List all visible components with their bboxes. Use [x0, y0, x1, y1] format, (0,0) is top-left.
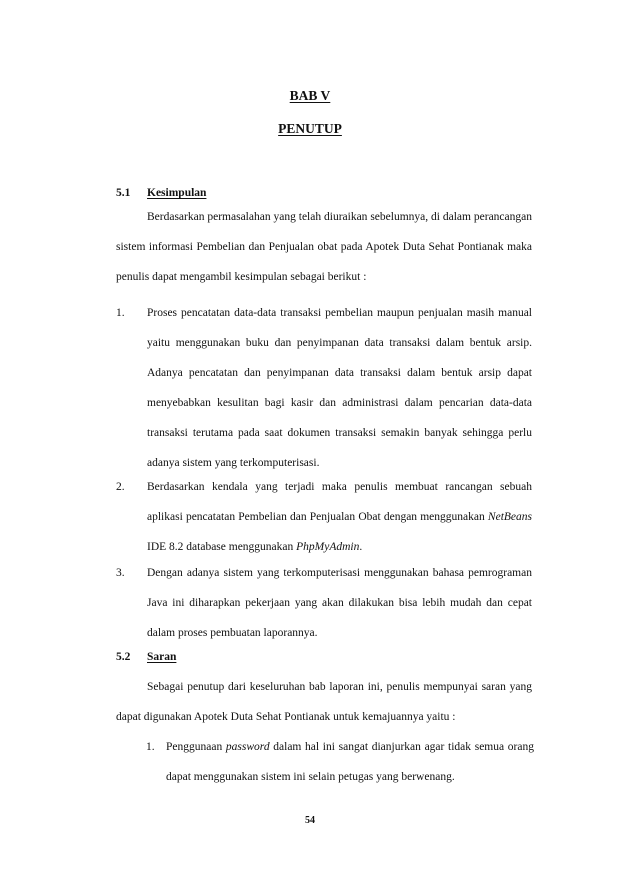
- list-item-text: Dengan adanya sistem yang terkomputerisasi menggunakan bahasa pemrograman Java ini diharapkan pekerjaan yang akan dilakukan bisa lebih mudah dan cepat dalam proses pembuatan laporannya.: [147, 567, 532, 639]
- text-segment: Penggunaan: [166, 741, 226, 753]
- text-segment: IDE 8.2 database menggunakan: [147, 541, 297, 553]
- kesimpulan-item-3: [116, 558, 532, 648]
- list-item-text: [166, 732, 534, 792]
- kesimpulan-item-2: [116, 472, 532, 562]
- list-item-text: [147, 472, 532, 562]
- list-number: 1.: [146, 741, 155, 753]
- chapter-label: BAB V: [289, 88, 331, 103]
- list-number: 3.: [116, 567, 125, 579]
- section-number: 5.2: [116, 651, 131, 663]
- kesimpulan-item-1: [116, 298, 532, 478]
- italic-term-phpmyadmin: PhpMyAdmin: [296, 541, 360, 553]
- saran-intro-paragraph: Sebagai penutup dari keseluruhan bab laporan ini, penulis mempunyai saran yang dapat digunakan Apotek Duta Sehat Pontianak untuk kemajuannya yaitu :: [116, 681, 532, 723]
- chapter-title: PENUTUP: [278, 121, 342, 136]
- section-title: Saran: [147, 651, 177, 663]
- list-item-text: Proses pencatatan data-data transaksi pembelian maupun penjualan masih manual yaitu menggunakan buku dan penyimpanan data transaksi dalam bentuk arsip. Adanya pencatatan dan penyimpanan data transaksi dalam bentuk arsip dapat menyebabkan kesulitan bagi kasir dan administrasi dalam pencarian data-data transaksi terutama pada saat dokumen transaksi semakin banyak sehingga perlu adanya sistem yang terkomputerisasi.: [147, 307, 532, 469]
- list-number: 2.: [116, 481, 125, 493]
- section-heading-saran: [116, 651, 176, 663]
- section-heading-kesimpulan: [116, 187, 206, 199]
- text-segment: dalam hal ini sangat dianjurkan agar tidak semua orang dapat menggunakan sistem ini selain petugas yang berwenang.: [166, 741, 534, 783]
- section-title: Kesimpulan: [147, 187, 207, 199]
- italic-term-password: password: [225, 741, 270, 753]
- page-number: 54: [305, 815, 315, 826]
- text-segment: Berdasarkan kendala yang terjadi maka penulis membuat rancangan sebuah aplikasi pencatatan Pembelian dan Penjualan Obat dengan menggunakan: [147, 481, 532, 523]
- list-number: 1.: [116, 307, 125, 319]
- kesimpulan-intro-paragraph: Berdasarkan permasalahan yang telah diuraikan sebelumnya, di dalam perancangan sistem informasi Pembelian dan Penjualan obat pada Apotek Duta Sehat Pontianak maka penulis dapat mengambil kesimpulan sebagai berikut :: [116, 211, 532, 283]
- text-segment: .: [359, 541, 363, 553]
- saran-item-1: [146, 732, 534, 792]
- italic-term-netbeans: NetBeans: [487, 511, 532, 523]
- section-number: 5.1: [116, 187, 131, 199]
